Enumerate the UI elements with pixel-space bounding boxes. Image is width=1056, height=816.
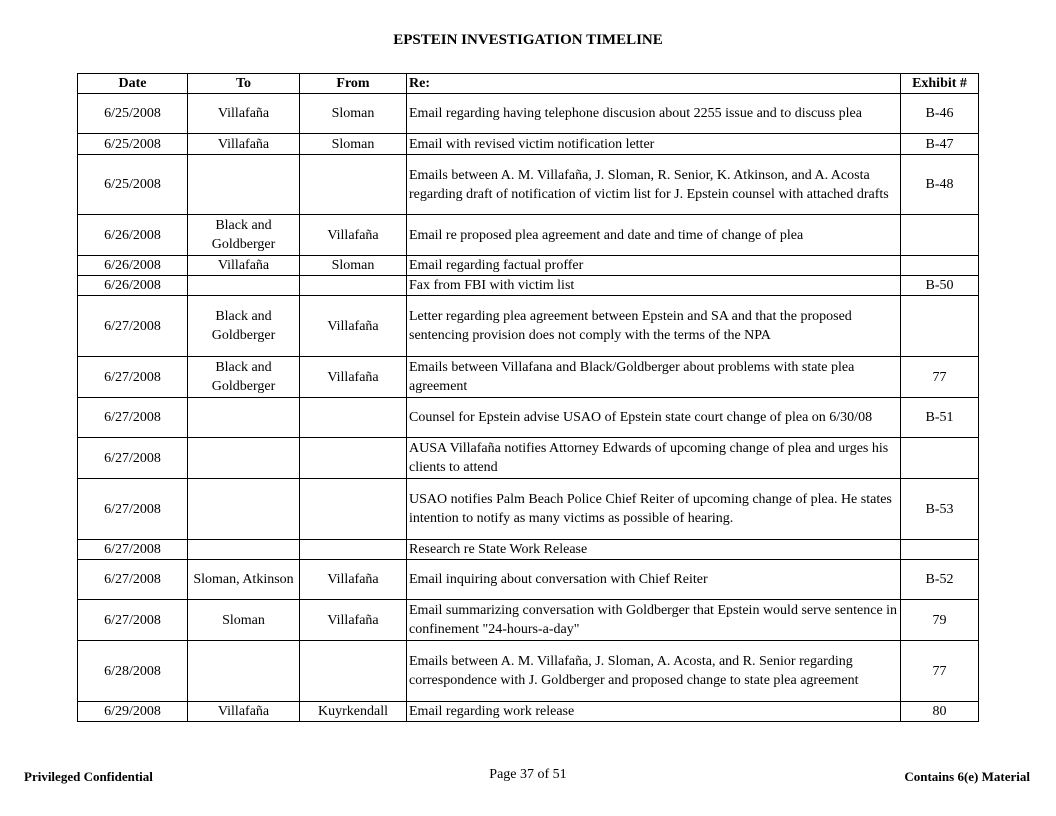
date-cell: 6/27/2008 <box>78 479 188 540</box>
re-cell: Email regarding having telephone discusion about 2255 issue and to discuss plea <box>407 94 901 134</box>
re-cell: Counsel for Epstein advise USAO of Epstein state court change of plea on 6/30/08 <box>407 398 901 438</box>
date-cell: 6/25/2008 <box>78 94 188 134</box>
page-number: Page 37 of 51 <box>489 767 567 782</box>
column-header-to: To <box>188 74 300 94</box>
exhibit-cell: 80 <box>901 702 979 722</box>
table-row <box>78 357 979 398</box>
re-cell: Fax from FBI with victim list <box>407 276 901 296</box>
table-row <box>78 276 979 296</box>
from-cell: Villafaña <box>300 215 407 256</box>
to-cell <box>188 641 300 702</box>
table-row <box>78 94 979 134</box>
to-cell: Sloman <box>188 600 300 641</box>
from-cell: Sloman <box>300 134 407 155</box>
from-cell: Villafaña <box>300 600 407 641</box>
table-row <box>78 215 979 256</box>
document-title: EPSTEIN INVESTIGATION TIMELINE <box>393 32 663 48</box>
table-row <box>78 600 979 641</box>
table-row <box>78 155 979 215</box>
table-row <box>78 296 979 357</box>
date-cell: 6/27/2008 <box>78 540 188 560</box>
to-cell <box>188 540 300 560</box>
date-cell: 6/27/2008 <box>78 398 188 438</box>
exhibit-cell: 79 <box>901 600 979 641</box>
exhibit-cell: B-47 <box>901 134 979 155</box>
to-cell <box>188 398 300 438</box>
date-cell: 6/27/2008 <box>78 357 188 398</box>
date-cell: 6/26/2008 <box>78 256 188 276</box>
exhibit-cell <box>901 296 979 357</box>
exhibit-cell: B-52 <box>901 560 979 600</box>
exhibit-cell: B-53 <box>901 479 979 540</box>
to-cell <box>188 276 300 296</box>
date-cell: 6/26/2008 <box>78 215 188 256</box>
column-header-from: From <box>300 74 407 94</box>
table-row <box>78 479 979 540</box>
from-cell: Villafaña <box>300 357 407 398</box>
exhibit-cell <box>901 215 979 256</box>
from-cell <box>300 155 407 215</box>
from-cell: Sloman <box>300 256 407 276</box>
table-row <box>78 256 979 276</box>
to-cell: Black and Goldberger <box>188 296 300 357</box>
to-cell <box>188 155 300 215</box>
to-cell <box>188 479 300 540</box>
exhibit-cell: B-48 <box>901 155 979 215</box>
re-cell: USAO notifies Palm Beach Police Chief Reiter of upcoming change of plea. He states intention to notify as many victims as possible of hearing. <box>407 479 901 540</box>
table-row <box>78 438 979 479</box>
from-cell <box>300 438 407 479</box>
to-cell: Sloman, Atkinson <box>188 560 300 600</box>
to-cell: Villafaña <box>188 702 300 722</box>
from-cell: Kuyrkendall <box>300 702 407 722</box>
re-cell: Email with revised victim notification letter <box>407 134 901 155</box>
re-cell: Emails between A. M. Villafaña, J. Sloman, A. Acosta, and R. Senior regarding correspondence with J. Goldberger and proposed change to state plea agreement <box>407 641 901 702</box>
to-cell: Black and Goldberger <box>188 357 300 398</box>
date-cell: 6/25/2008 <box>78 155 188 215</box>
from-cell <box>300 398 407 438</box>
table-row <box>78 134 979 155</box>
date-cell: 6/25/2008 <box>78 134 188 155</box>
from-cell: Villafaña <box>300 560 407 600</box>
column-header-re: Re: <box>407 74 901 94</box>
exhibit-cell: B-51 <box>901 398 979 438</box>
timeline-table <box>77 73 979 722</box>
re-cell: Email summarizing conversation with Goldberger that Epstein would serve sentence in confinement "24-hours-a-day" <box>407 600 901 641</box>
to-cell: Villafaña <box>188 256 300 276</box>
date-cell: 6/27/2008 <box>78 296 188 357</box>
re-cell: Email regarding work release <box>407 702 901 722</box>
table-row <box>78 540 979 560</box>
to-cell: Villafaña <box>188 134 300 155</box>
exhibit-cell: 77 <box>901 641 979 702</box>
header-row <box>78 74 979 94</box>
re-cell: Email regarding factual proffer <box>407 256 901 276</box>
from-cell <box>300 641 407 702</box>
date-cell: 6/29/2008 <box>78 702 188 722</box>
table-row <box>78 641 979 702</box>
exhibit-cell: B-46 <box>901 94 979 134</box>
exhibit-cell <box>901 256 979 276</box>
exhibit-cell <box>901 540 979 560</box>
re-cell: Emails between Villafana and Black/Goldberger about problems with state plea agreement <box>407 357 901 398</box>
from-cell: Villafaña <box>300 296 407 357</box>
table-row <box>78 702 979 722</box>
to-cell: Black and Goldberger <box>188 215 300 256</box>
column-header-exhibit: Exhibit # <box>901 74 979 94</box>
footer-6e-material: Contains 6(e) Material <box>904 769 1030 784</box>
date-cell: 6/27/2008 <box>78 600 188 641</box>
from-cell <box>300 540 407 560</box>
date-cell: 6/27/2008 <box>78 560 188 600</box>
date-cell: 6/27/2008 <box>78 438 188 479</box>
re-cell: Letter regarding plea agreement between Epstein and SA and that the proposed sentencing provision does not comply with the terms of the NPA <box>407 296 901 357</box>
from-cell <box>300 276 407 296</box>
table-row <box>78 398 979 438</box>
exhibit-cell: B-50 <box>901 276 979 296</box>
re-cell: Email re proposed plea agreement and date and time of change of plea <box>407 215 901 256</box>
footer-privileged: Privileged Confidential <box>24 769 153 784</box>
date-cell: 6/26/2008 <box>78 276 188 296</box>
to-cell: Villafaña <box>188 94 300 134</box>
exhibit-cell: 77 <box>901 357 979 398</box>
re-cell: Email inquiring about conversation with Chief Reiter <box>407 560 901 600</box>
table-row <box>78 560 979 600</box>
re-cell: AUSA Villafaña notifies Attorney Edwards of upcoming change of plea and urges his clients to attend <box>407 438 901 479</box>
re-cell: Research re State Work Release <box>407 540 901 560</box>
from-cell: Sloman <box>300 94 407 134</box>
from-cell <box>300 479 407 540</box>
exhibit-cell <box>901 438 979 479</box>
column-header-date: Date <box>78 74 188 94</box>
re-cell: Emails between A. M. Villafaña, J. Sloman, R. Senior, K. Atkinson, and A. Acosta regarding draft of notification of victim list for J. Epstein counsel with attached drafts <box>407 155 901 215</box>
to-cell <box>188 438 300 479</box>
date-cell: 6/28/2008 <box>78 641 188 702</box>
